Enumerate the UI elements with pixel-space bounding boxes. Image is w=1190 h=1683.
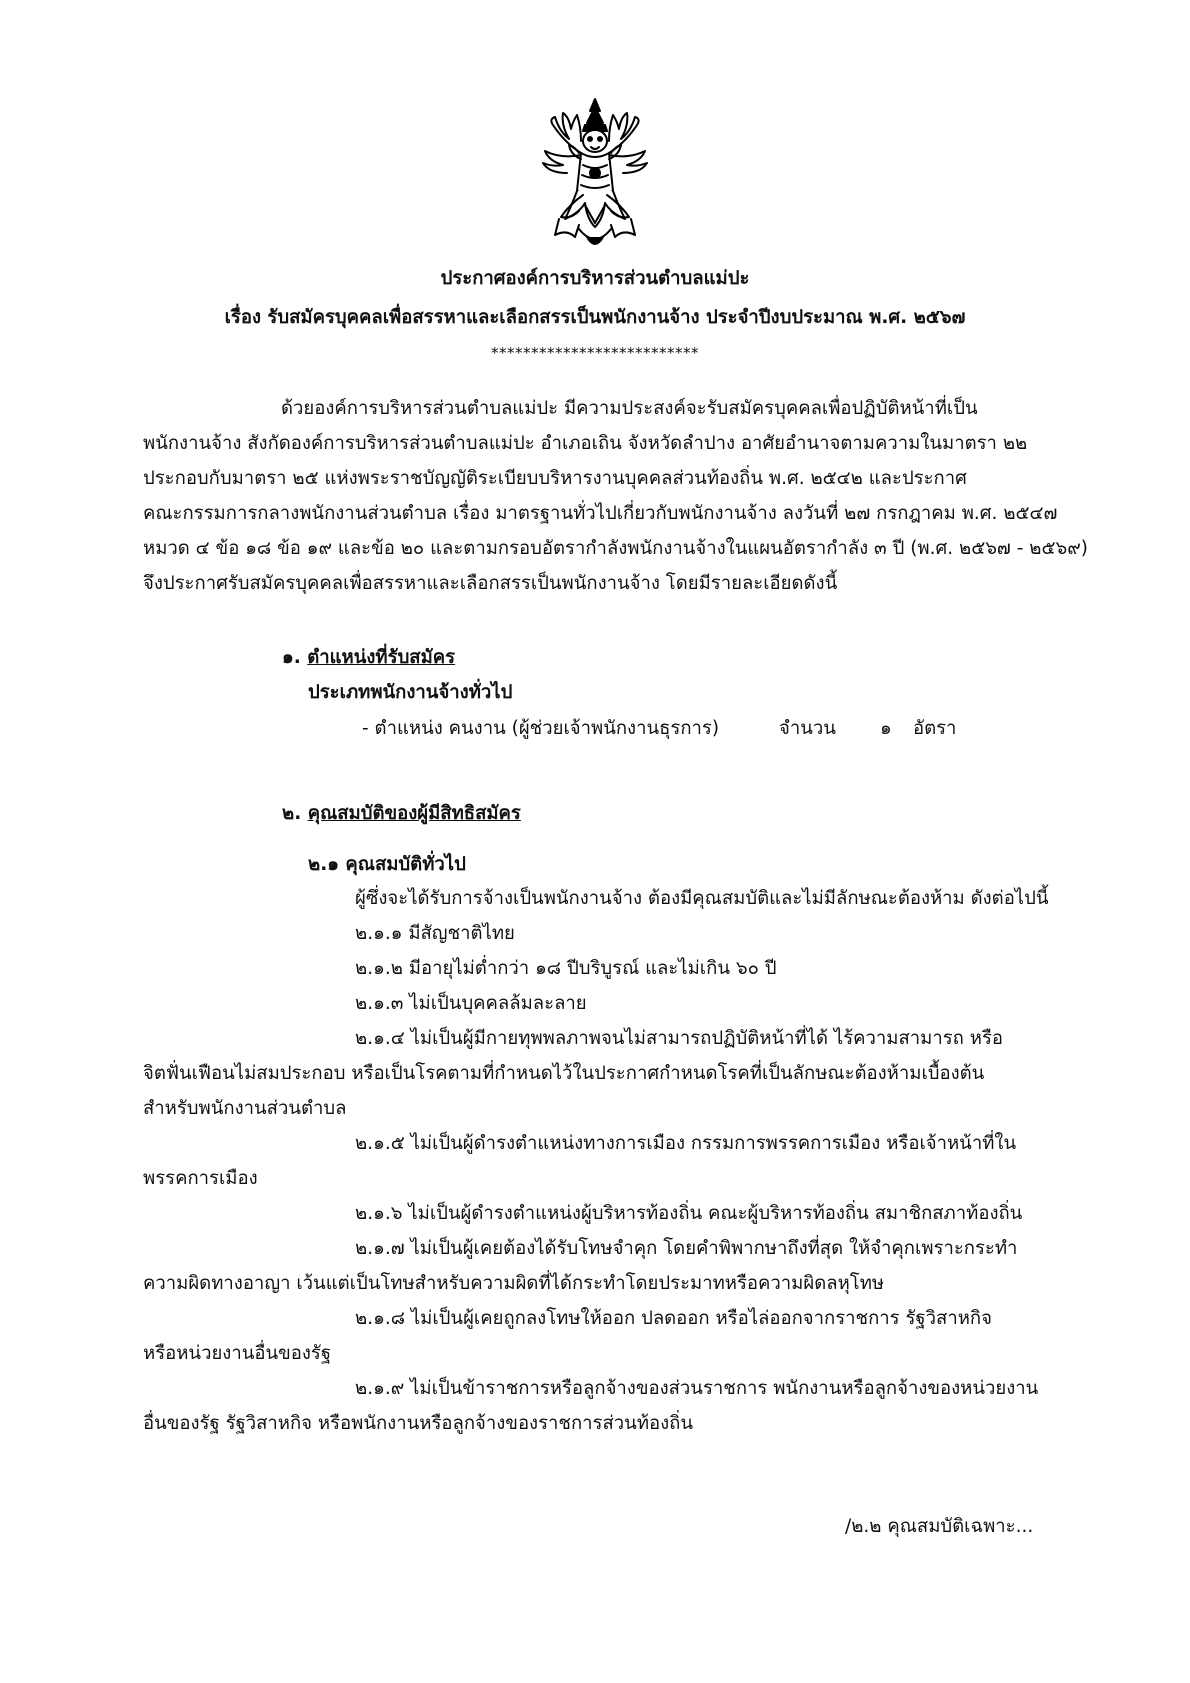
qualification-item-cont: อื่นของรัฐ รัฐวิสาหกิจ หรือพนักงานหรือลูกจ้างของราชการส่วนท้องถิ่น: [143, 1413, 694, 1434]
section-number: ๒.: [282, 803, 302, 824]
qualification-item: ๒.๑.๓ ไม่เป็นบุคคลล้มละลาย: [355, 993, 587, 1014]
section-title: ตำแหน่งที่รับสมัคร: [307, 647, 456, 668]
qualification-item-cont: สำหรับพนักงานส่วนตำบล: [143, 1098, 347, 1119]
qualification-item: ๒.๑.๖ ไม่เป็นผู้ดำรงตำแหน่งผู้บริหารท้องถิ่น คณะผู้บริหารท้องถิ่น สมาชิกสภาท้องถิ่น: [355, 1203, 1023, 1224]
announcement-title: ประกาศองค์การบริหารส่วนตำบลแม่ปะ: [440, 268, 750, 289]
qualification-item-cont: พรรคการเมือง: [143, 1168, 258, 1189]
qualification-item: ๒.๑.๗ ไม่เป็นผู้เคยต้องได้รับโทษจำคุก โดยคำพิพากษาถึงที่สุด ให้จำคุกเพราะกระทำ: [355, 1238, 1018, 1259]
section-1-heading: [282, 645, 455, 671]
qualification-item-cont: หรือหน่วยงานอื่นของรัฐ: [143, 1343, 332, 1364]
qualification-item: ๒.๑.๑ มีสัญชาติไทย: [355, 923, 515, 944]
intro-line: หมวด ๔ ข้อ ๑๘ ข้อ ๑๙ และข้อ ๒๐ และตามกรอบอัตรากำลังพนักงานจ้างในแผนอัตรากำลัง ๓ ปี (พ.ศ. ๒๕๖๗ - ๒๕๖๙): [143, 538, 1088, 559]
position-label: - ตำแหน่ง คนงาน (ผู้ช่วยเจ้าพนักงานธุรการ): [362, 718, 720, 739]
count-value: ๑: [880, 718, 892, 739]
subsection-intro: ผู้ซึ่งจะได้รับการจ้างเป็นพนักงานจ้าง ต้องมีคุณสมบัติและไม่มีลักษณะต้องห้าม ดังต่อไปนี้: [355, 888, 1049, 909]
qualification-item: ๒.๑.๙ ไม่เป็นข้าราชการหรือลูกจ้างของส่วนราชการ พนักงานหรือลูกจ้างของหน่วยงาน: [355, 1378, 1039, 1399]
section-title: คุณสมบัติของผู้มีสิทธิสมัคร: [307, 803, 521, 824]
qualification-item: ๒.๑.๒ มีอายุไม่ต่ำกว่า ๑๘ ปีบริบูรณ์ และไม่เกิน ๖๐ ปี: [355, 958, 777, 979]
separator-stars: **************************: [491, 344, 699, 362]
intro-line: พนักงานจ้าง สังกัดองค์การบริหารส่วนตำบลแม่ปะ อำเภอเถิน จังหวัดลำปาง อาศัยอำนาจตามความในมาตรา ๒๒: [143, 433, 1028, 454]
section-2-heading: [282, 801, 521, 827]
employee-type: ประเภทพนักงานจ้างทั่วไป: [308, 682, 513, 703]
garuda-emblem-icon: [535, 95, 655, 255]
subsection-heading: ๒.๑ คุณสมบัติทั่วไป: [308, 854, 466, 875]
intro-line: คณะกรรมการกลางพนักงานส่วนตำบล เรื่อง มาตรฐานทั่วไปเกี่ยวกับพนักงานจ้าง ลงวันที่ ๒๗ กรกฎาคม พ.ศ. ๒๕๔๗: [143, 503, 1058, 524]
intro-line: จึงประกาศรับสมัครบุคคลเพื่อสรรหาและเลือกสรรเป็นพนักงานจ้าง โดยมีรายละเอียดดังนี้: [143, 573, 838, 594]
qualification-item-cont: ความผิดทางอาญา เว้นแต่เป็นโทษสำหรับความผิดที่ได้กระทำโดยประมาทหรือความผิดลหุโทษ: [143, 1273, 885, 1294]
intro-line: ประกอบกับมาตรา ๒๕ แห่งพระราชบัญญัติระเบียบบริหารงานบุคคลส่วนท้องถิ่น พ.ศ. ๒๕๔๒ และประกาศ: [143, 468, 967, 489]
section-number: ๑.: [282, 647, 301, 668]
qualification-item: ๒.๑.๘ ไม่เป็นผู้เคยถูกลงโทษให้ออก ปลดออก หรือไล่ออกจากราชการ รัฐวิสาหกิจ: [355, 1308, 992, 1329]
count-unit: อัตรา: [913, 718, 957, 739]
qualification-item: ๒.๑.๕ ไม่เป็นผู้ดำรงตำแหน่งทางการเมือง กรรมการพรรคการเมือง หรือเจ้าหน้าที่ใน: [355, 1133, 1017, 1154]
qualification-item: ๒.๑.๔ ไม่เป็นผู้มีกายทุพพลภาพจนไม่สามารถปฏิบัติหน้าที่ได้ ไร้ความสามารถ หรือ: [355, 1028, 1003, 1049]
qualification-item-cont: จิตฟั่นเฟือนไม่สมประกอบ หรือเป็นโรคตามที่กำหนดไว้ในประกาศกำหนดโรคที่เป็นลักษณะต้องห้ามเบื้องต้น: [143, 1063, 985, 1084]
count-label: จำนวน: [779, 718, 836, 739]
intro-line: ด้วยองค์การบริหารส่วนตำบลแม่ปะ มีความประสงค์จะรับสมัครบุคคลเพื่อปฏิบัติหน้าที่เป็น: [281, 398, 978, 419]
page-continuation: /๒.๒ คุณสมบัติเฉพาะ...: [845, 1516, 1034, 1537]
announcement-subject: เรื่อง รับสมัครบุคคลเพื่อสรรหาและเลือกสรรเป็นพนักงานจ้าง ประจำปีงบประมาณ พ.ศ. ๒๕๖๗: [224, 307, 966, 328]
